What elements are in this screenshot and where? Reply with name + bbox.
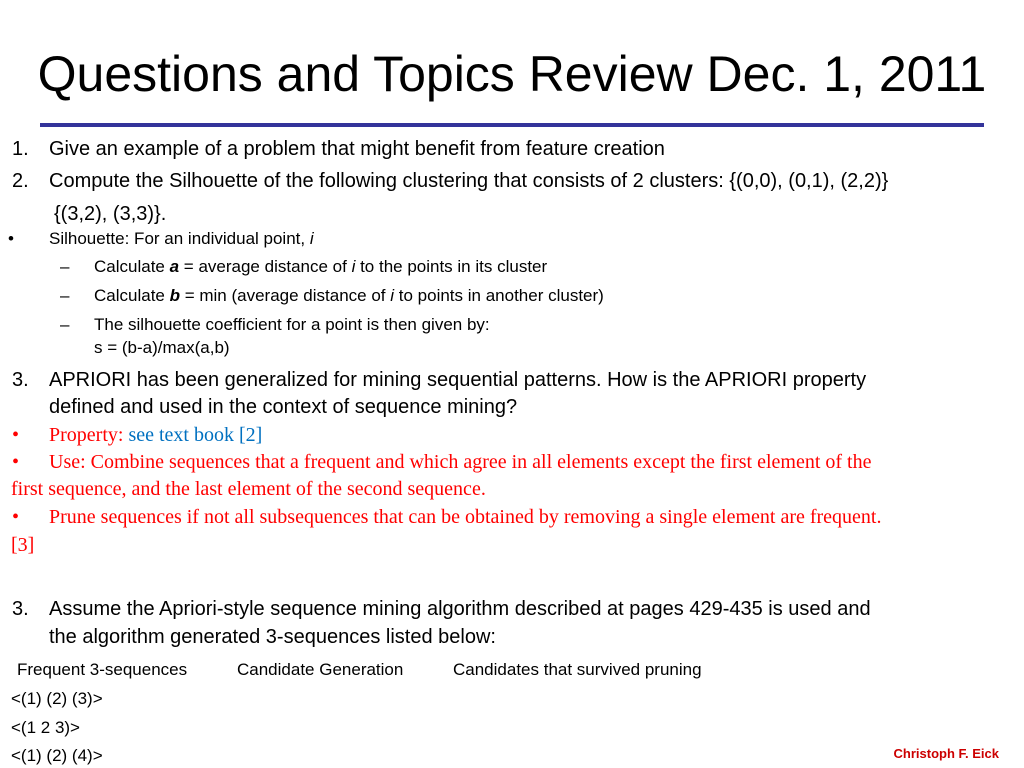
question-3-number: 3. xyxy=(12,369,29,391)
question-3-line1: APRIORI has been generalized for mining sequential patterns. How is the APRIORI property xyxy=(49,369,867,391)
bullet-icon: • xyxy=(8,229,14,248)
answer-prune-line2: [3] xyxy=(11,534,35,556)
table-header-survived: Candidates that survived pruning xyxy=(453,660,702,679)
silhouette-intro: Silhouette: For an individual point, i xyxy=(49,229,314,248)
bullet-icon: • xyxy=(12,424,20,446)
question-2-number: 2. xyxy=(12,170,29,192)
question-1-number: 1. xyxy=(12,138,29,160)
question-1-text: Give an example of a problem that might benefit from feature creation xyxy=(49,138,665,160)
silhouette-formula: s = (b-a)/max(a,b) xyxy=(94,338,230,357)
table-header-frequent: Frequent 3-sequences xyxy=(17,660,188,679)
footer-author: Christoph F. Eick xyxy=(893,746,999,761)
table-row: <(1) (2) (3)> xyxy=(11,689,103,708)
question-2-line2: {(3,2), (3,3)}. xyxy=(54,203,167,225)
question-4-number: 3. xyxy=(12,598,29,620)
dash-icon: – xyxy=(60,286,70,305)
table-row: <(1 2 3)> xyxy=(11,718,80,737)
bullet-icon: • xyxy=(12,451,20,473)
title-divider xyxy=(40,123,984,127)
question-2-line1: Compute the Silhouette of the following clustering that consists of 2 clusters: {(0,0), (0,1), (2,2)} xyxy=(49,170,889,192)
question-3-line2: defined and used in the context of sequence mining? xyxy=(49,396,518,418)
dash-icon: – xyxy=(60,315,70,334)
bullet-icon: • xyxy=(12,506,20,528)
property-reference: see text book [2] xyxy=(128,424,263,446)
dash-icon: – xyxy=(60,257,70,276)
answer-use-line2: first sequence, and the last element of the second sequence. xyxy=(11,478,486,500)
table-row: <(1) (2) (4)> xyxy=(11,746,103,765)
slide-title: Questions and Topics Review Dec. 1, 2011 xyxy=(37,46,987,102)
table-header-candidate: Candidate Generation xyxy=(237,660,404,679)
question-4-line1: Assume the Apriori-style sequence mining algorithm described at pages 429-435 is used and xyxy=(49,598,871,620)
question-4-line2: the algorithm generated 3-sequences listed below: xyxy=(49,626,496,648)
